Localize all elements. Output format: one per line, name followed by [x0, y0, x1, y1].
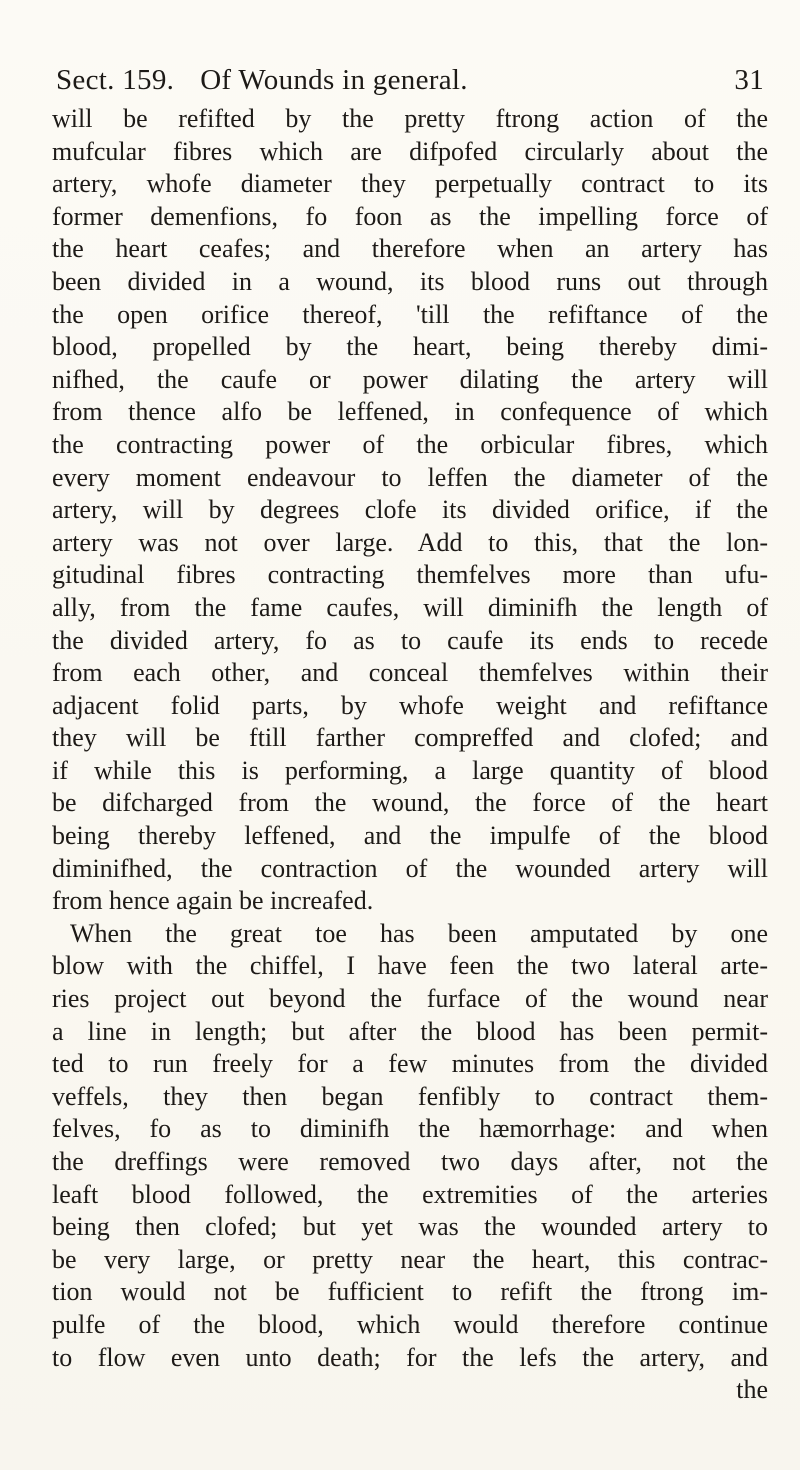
text-line: to flow even unto death; for the lefs the artery, and: [52, 1342, 768, 1372]
text-line: When the great toe has been amputated by one: [70, 918, 768, 948]
text-line: nifhed, the caufe or power dilating the artery will: [52, 364, 768, 394]
text-line: veffels, they then began fenfibly to contract them-: [52, 1081, 768, 1111]
text-line: pulfe of the blood, which would therefore continue: [52, 1309, 768, 1339]
running-title: Of Wounds in general.: [200, 64, 468, 96]
catchword: the: [736, 1375, 768, 1405]
running-head: [56, 64, 764, 97]
text-line: artery, whofe diameter they perpetually contract to its: [52, 169, 768, 199]
text-line: former demenfions, fo foon as the impelling force of: [52, 201, 768, 231]
text-line: the divided artery, fo as to caufe its ends to recede: [52, 625, 768, 655]
text-line: diminifhed, the contraction of the wounded artery will: [52, 853, 768, 883]
section-number: Sect. 159.: [56, 64, 175, 96]
text-line: gitudinal fibres contracting themfelves more than ufu-: [52, 560, 768, 590]
text-line: leaft blood followed, the extremities of the arteries: [52, 1179, 768, 1209]
text-line: artery was not over large. Add to this, that the lon-: [52, 527, 768, 557]
text-line: mufcular fibres which are difpofed circularly about the: [52, 136, 768, 166]
text-line: being then clofed; but yet was the wounded artery to: [52, 1212, 768, 1242]
text-line: will be refifted by the pretty ftrong action of the: [52, 104, 768, 133]
text-line: if while this is performing, a large quantity of blood: [52, 755, 768, 785]
text-line: artery, will by degrees clofe its divided orifice, if the: [52, 495, 768, 525]
page-number: 31: [734, 64, 764, 96]
text-line: every moment endeavour to leffen the diameter of the: [52, 462, 768, 492]
text-line: they will be ftill farther compreffed and clofed; and: [52, 723, 768, 753]
body-text: [52, 103, 768, 1407]
text-line: blow with the chiffel, I have feen the two lateral arte-: [52, 951, 768, 981]
text-line: being thereby leffened, and the impulfe of the blood: [52, 821, 768, 851]
text-line: from thence alfo be leffened, in confequence of which: [52, 397, 768, 427]
text-line: be difcharged from the wound, the force of the heart: [52, 788, 768, 818]
text-line: a line in length; but after the blood has been permit-: [52, 1016, 768, 1046]
text-line: blood, propelled by the heart, being thereby dimi-: [52, 332, 768, 362]
text-line: adjacent folid parts, by whofe weight and refiftance: [52, 690, 768, 720]
text-line: be very large, or pretty near the heart, this contrac-: [52, 1244, 768, 1274]
text-line: the heart ceafes; and therefore when an artery has: [52, 234, 768, 264]
text-line: the open orifice thereof, 'till the refiftance of the: [52, 299, 768, 329]
text-line: ries project out beyond the furface of the wound near: [52, 984, 768, 1014]
text-line: from hence again be increafed.: [52, 886, 374, 916]
text-line: the contracting power of the orbicular fibres, which: [52, 429, 768, 459]
text-line: felves, fo as to diminifh the hæmorrhage: and when: [52, 1114, 768, 1144]
text-line: the dreffings were removed two days after, not the: [52, 1147, 768, 1176]
text-line: from each other, and conceal themfelves within their: [52, 658, 768, 688]
text-line: been divided in a wound, its blood runs out through: [52, 266, 768, 296]
text-line: ally, from the fame caufes, will diminifh the length of: [52, 592, 768, 622]
text-line: ted to run freely for a few minutes from the divided: [52, 1049, 768, 1079]
text-line: tion would not be fufficient to refift the ftrong im-: [52, 1277, 768, 1307]
